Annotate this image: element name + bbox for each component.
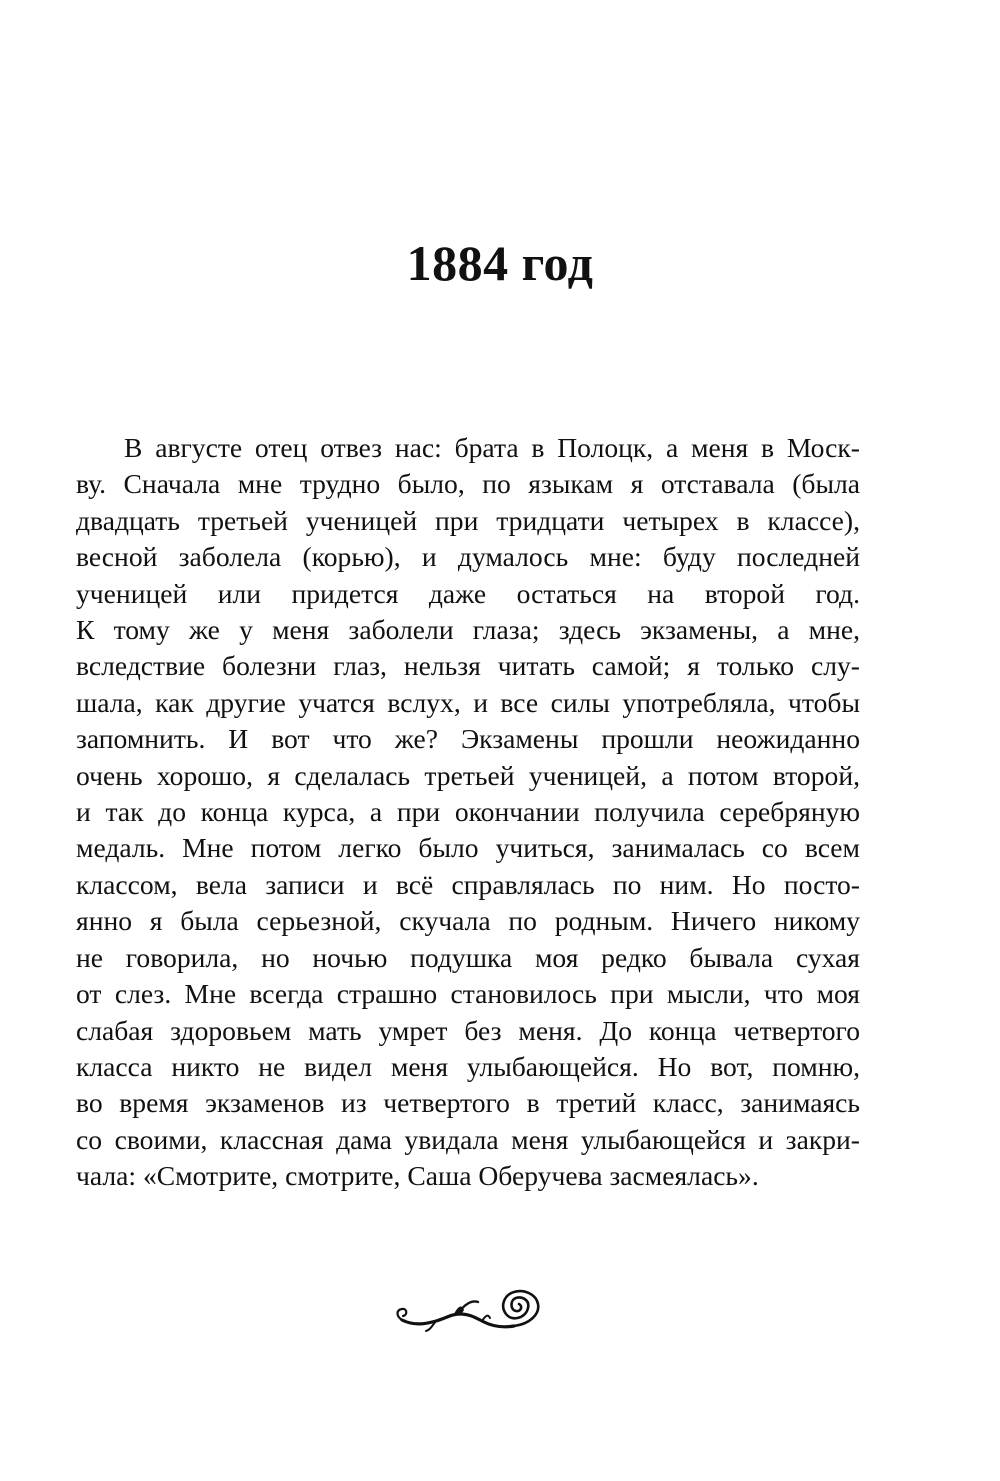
- spiral-flourish-icon: [392, 1284, 546, 1350]
- text-line: К тому же у меня заболели глаза; здесь экзамены, а мне,: [76, 614, 860, 646]
- text-line: не говорила, но ночью подушка моя редко бывала сухая: [76, 941, 860, 973]
- text-line: янно я была серьезной, скучала по родным. Ничего никому: [76, 905, 860, 937]
- text-line: слабая здоровьем мать умрет без меня. До конца четвертого: [76, 1014, 860, 1046]
- text-line: со своими, классная дама увидала меня улыбающейся и закри-: [76, 1123, 860, 1155]
- text-line: классом, вела записи и всё справлялась по ним. Но посто-: [76, 868, 860, 900]
- text-line: во время экзаменов из четвертого в третий класс, занимаясь: [76, 1087, 860, 1119]
- text-line: весной заболела (корью), и думалось мне: буду последней: [76, 541, 860, 573]
- text-line: ученицей или придется даже остаться на второй год.: [76, 577, 860, 609]
- text-line: класса никто не видел меня улыбающейся. Но вот, помню,: [76, 1050, 860, 1082]
- text-line: от слез. Мне всегда страшно становилось при мысли, что моя: [76, 978, 860, 1010]
- text-line: чала: «Смотрите, смотрите, Саша Оберучева засмеялась».: [76, 1160, 759, 1192]
- text-line: ву. Сначала мне трудно было, по языкам я отставала (была: [76, 468, 860, 500]
- text-line: запомнить. И вот что же? Экзамены прошли неожиданно: [76, 723, 860, 755]
- text-line: и так до конца курса, а при окончании получила серебряную: [76, 796, 860, 828]
- text-line: вследствие болезни глаз, нельзя читать самой; я только слу-: [76, 650, 860, 682]
- chapter-body: [76, 430, 860, 1195]
- text-line: медаль. Мне потом легко было учиться, занималась со всем: [76, 832, 860, 864]
- text-line: двадцать третьей ученицей при тридцати четырех в классе),: [76, 504, 860, 536]
- chapter-title: 1884 год: [406, 235, 594, 291]
- text-line: очень хорошо, я сделалась третьей ученицей, а потом второй,: [76, 759, 860, 791]
- text-line: В августе отец отвез нас: брата в Полоцк, а меня в Моск-: [124, 432, 860, 463]
- text-line: шала, как другие учатся вслух, и все силы употребляла, чтобы: [76, 686, 860, 718]
